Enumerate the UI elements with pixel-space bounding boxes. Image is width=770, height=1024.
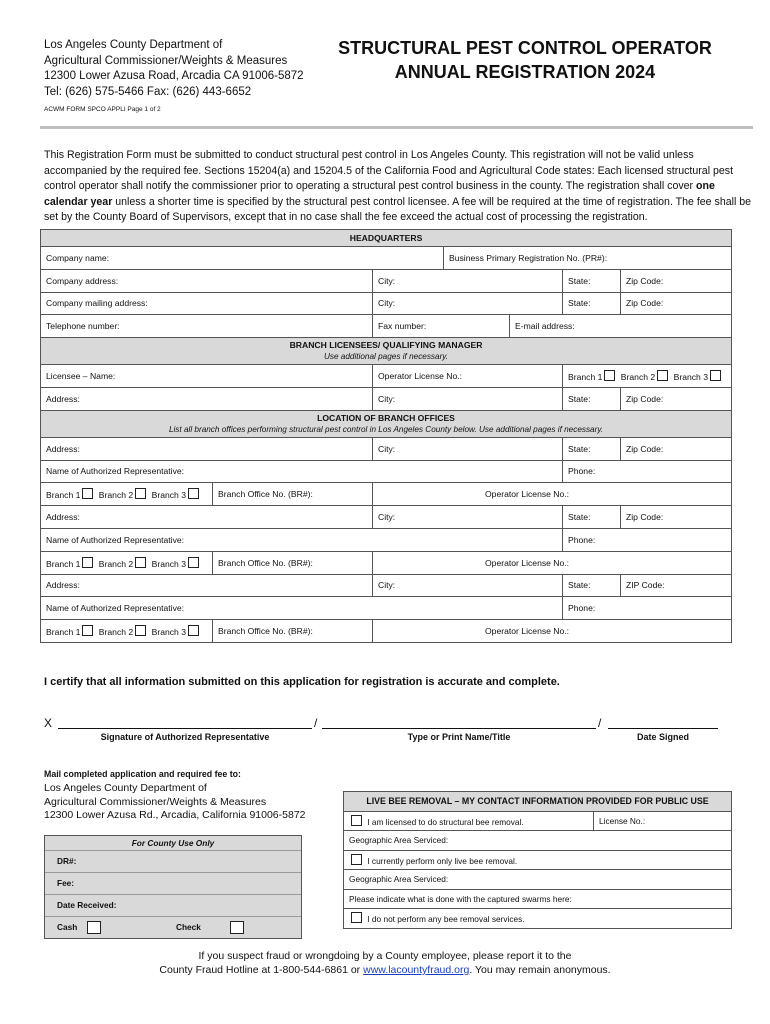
form-title — [330, 36, 720, 84]
intro-text-2: unless a shorter time is specified by the structural pest control licensee. A fee will be required at the time of registration. The fee shall be set by the County Board of Supervisors, except that in no case shall the fee exceed the actual cost of processing the registration. — [44, 195, 752, 223]
telephone-field[interactable]: Telephone number: — [41, 315, 373, 338]
department-address — [44, 38, 304, 100]
zip-field[interactable]: Zip Code: — [621, 269, 732, 292]
header-divider — [40, 126, 753, 129]
company-address-field[interactable]: Company address: — [41, 269, 373, 292]
branch-1-label: Branch 1 — [46, 490, 81, 501]
check-label: Check — [176, 922, 201, 932]
branch-licensees-title: BRANCH LICENSEES/ QUALIFYING MANAGER — [289, 340, 483, 351]
branch-2-checkbox[interactable] — [657, 370, 668, 381]
zip-field[interactable]: Zip Code: — [621, 387, 732, 410]
branch-checkboxes — [41, 483, 213, 506]
branch-office-no-field[interactable]: Branch Office No. (BR#): — [213, 620, 373, 643]
phone-field[interactable]: Phone: — [563, 460, 732, 483]
mailing-instructions — [44, 768, 306, 823]
mail-line: 12300 Lower Azusa Rd., Arcadia, California 91006-5872 — [44, 809, 306, 822]
branch-3-label: Branch 3 — [151, 627, 186, 638]
city-field[interactable]: City: — [373, 269, 563, 292]
address-line: Los Angeles County Department of — [44, 39, 223, 51]
title-line-1: STRUCTURAL PEST CONTROL OPERATOR — [338, 38, 712, 58]
city-field[interactable]: City: — [373, 292, 563, 315]
signature-line[interactable] — [58, 728, 312, 729]
certification-statement: I certify that all information submitted on this application for registration is accurate and complete. — [44, 676, 560, 688]
footer-line-1: If you suspect fraud or wrongdoing by a County employee, please report it to the — [198, 950, 572, 962]
bee-licensed-label: I am licensed to do structural bee removal. — [367, 816, 524, 827]
registration-table — [40, 229, 732, 643]
bpr-field[interactable]: Business Primary Registration No. (PR#): — [444, 247, 732, 270]
branch-2-checkbox[interactable] — [135, 625, 146, 636]
city-field[interactable]: City: — [373, 387, 563, 410]
branch-3-label: Branch 3 — [673, 372, 708, 383]
branch-offices-heading — [41, 410, 732, 437]
swarms-field[interactable]: Please indicate what is done with the captured swarms here: — [344, 889, 732, 909]
dr-field: DR#: — [45, 850, 301, 872]
cash-label: Cash — [57, 922, 78, 932]
state-field[interactable]: State: — [563, 269, 621, 292]
office-address-field[interactable]: Address: — [41, 574, 373, 597]
address-line: Agricultural Commissioner/Weights & Measures — [44, 54, 288, 67]
state-field[interactable]: State: — [563, 506, 621, 529]
branch-licensees-heading — [41, 338, 732, 365]
branch-1-checkbox[interactable] — [82, 625, 93, 636]
email-field[interactable]: E-mail address: — [510, 315, 732, 338]
branch-2-label: Branch 2 — [620, 372, 656, 383]
bee-licensed-option — [344, 811, 594, 831]
licensee-address-field[interactable]: Address: — [41, 387, 373, 410]
operator-license-field[interactable]: Operator License No.: — [373, 365, 563, 388]
city-field[interactable]: City: — [373, 574, 563, 597]
zip-field[interactable]: Zip Code: — [621, 506, 732, 529]
address-line: Tel: (626) 575-5466 Fax: (626) 443-6652 — [44, 85, 252, 98]
branch-3-label: Branch 3 — [151, 558, 186, 569]
check-checkbox[interactable] — [230, 921, 244, 934]
operator-license-field[interactable]: Operator License No.: — [373, 620, 732, 643]
mailing-address-field[interactable]: Company mailing address: — [41, 292, 373, 315]
county-use-box — [44, 835, 302, 939]
fax-field[interactable]: Fax number: — [373, 315, 510, 338]
geographic-area-field[interactable]: Geographic Area Serviced: — [344, 831, 732, 851]
branch-1-label: Branch 1 — [568, 372, 603, 383]
mail-heading: Mail completed application and required fee to: — [44, 769, 241, 779]
zip-field[interactable]: Zip Code: — [621, 292, 732, 315]
form-number: ACWM FORM SPCO APPLI Page 1 of 2 — [44, 106, 161, 113]
footer-line-2 — [0, 963, 770, 977]
branch-3-checkbox[interactable] — [188, 557, 199, 568]
operator-license-field[interactable]: Operator License No.: — [373, 483, 732, 506]
branch-1-checkbox[interactable] — [604, 370, 615, 381]
office-address-field[interactable]: Address: — [41, 506, 373, 529]
city-field[interactable]: City: — [373, 506, 563, 529]
footer-hotline: County Fraud Hotline at 1-800-544-6861 or — [159, 964, 364, 976]
county-use-heading: For County Use Only — [131, 838, 215, 848]
payment-row — [45, 916, 301, 938]
date-line[interactable] — [608, 728, 718, 729]
authorized-rep-field[interactable]: Name of Authorized Representative: — [41, 597, 563, 620]
title-line-2: ANNUAL REGISTRATION 2024 — [394, 62, 656, 82]
licensee-name-field[interactable]: Licensee – Name: — [41, 365, 373, 388]
branch-1-label: Branch 1 — [46, 558, 81, 569]
authorized-rep-field[interactable]: Name of Authorized Representative: — [41, 460, 563, 483]
phone-field[interactable]: Phone: — [563, 597, 732, 620]
state-field[interactable]: State: — [563, 437, 621, 460]
bee-live-only-option — [344, 850, 732, 870]
state-field[interactable]: State: — [563, 574, 621, 597]
branch-2-label: Branch 2 — [98, 490, 134, 501]
bee-live-only-label: I currently perform only live bee removal. — [367, 855, 518, 866]
branch-2-label: Branch 2 — [98, 627, 134, 638]
bee-removal-table — [343, 791, 732, 929]
geographic-area-field[interactable]: Geographic Area Serviced: — [344, 870, 732, 890]
name-title-line[interactable] — [322, 728, 596, 729]
zip-field[interactable]: ZIP Code: — [621, 574, 732, 597]
date-received-field: Date Received: — [45, 894, 301, 916]
bee-none-label: I do not perform any bee removal services. — [367, 914, 525, 925]
branch-office-no-field[interactable]: Branch Office No. (BR#): — [213, 551, 373, 574]
mail-line: Los Angeles County Department of — [44, 781, 207, 794]
date-label: Date Signed — [636, 732, 689, 742]
bee-heading: LIVE BEE REMOVAL – MY CONTACT INFORMATION PROVIDED FOR PUBLIC USE — [344, 792, 732, 812]
bee-live-only-checkbox[interactable] — [351, 854, 362, 865]
branch-3-checkbox[interactable] — [710, 370, 721, 381]
branch-3-checkbox[interactable] — [188, 488, 199, 499]
branch-3-label: Branch 3 — [151, 490, 186, 501]
bee-license-no-field[interactable]: License No.: — [594, 811, 732, 831]
branch-checkboxes — [563, 365, 732, 388]
city-field[interactable]: City: — [373, 437, 563, 460]
fraud-website-link[interactable]: www.lacountyfraud.org — [363, 964, 470, 976]
branch-checkboxes — [41, 551, 213, 574]
signature-x: X — [44, 716, 53, 730]
state-field[interactable]: State: — [563, 292, 621, 315]
name-title-label: Type or Print Name/Title — [407, 732, 511, 742]
branch-1-checkbox[interactable] — [82, 557, 93, 568]
mail-line: Agricultural Commissioner/Weights & Measures — [44, 795, 267, 808]
intro-paragraph — [44, 148, 756, 226]
branch-1-checkbox[interactable] — [82, 488, 93, 499]
zip-field[interactable]: Zip Code: — [621, 437, 732, 460]
company-name-field[interactable]: Company name: — [41, 247, 444, 270]
branch-offices-title: LOCATION OF BRANCH OFFICES — [317, 412, 455, 423]
fraud-footer — [0, 949, 770, 977]
cash-checkbox[interactable] — [87, 921, 101, 934]
bee-none-checkbox[interactable] — [351, 912, 362, 923]
authorized-rep-field[interactable]: Name of Authorized Representative: — [41, 528, 563, 551]
state-field[interactable]: State: — [563, 387, 621, 410]
phone-field[interactable]: Phone: — [563, 528, 732, 551]
branch-offices-note: List all branch offices performing structural pest control in Los Angeles County below. Use additional pages if necessary. — [168, 424, 604, 434]
fee-field: Fee: — [45, 872, 301, 894]
branch-2-checkbox[interactable] — [135, 557, 146, 568]
address-line: 12300 Lower Azusa Road, Arcadia CA 91006-5872 — [44, 70, 304, 82]
separator-slash: / — [598, 716, 602, 730]
branch-2-checkbox[interactable] — [135, 488, 146, 499]
separator-slash: / — [314, 716, 318, 730]
intro-text-1: This Registration Form must be submitted to conduct structural pest control in Los Angeles County. This registration will not be valid unless accompanied by the required fee. Sections 15204(a) and 15204.5 of the California Food and Agricultural Code states: Each licensed structural pest control operator shall notify the commissioner prior to operating a structural pest control business in the county. The registration shall cover — [44, 149, 734, 192]
branch-office-no-field[interactable]: Branch Office No. (BR#): — [213, 483, 373, 506]
branch-checkboxes — [41, 620, 213, 643]
operator-license-field[interactable]: Operator License No.: — [373, 551, 732, 574]
branch-3-checkbox[interactable] — [188, 625, 199, 636]
branch-licensees-note: Use additional pages if necessary. — [323, 352, 449, 362]
office-address-field[interactable]: Address: — [41, 437, 373, 460]
bee-licensed-checkbox[interactable] — [351, 815, 362, 826]
bee-none-option — [344, 909, 732, 929]
footer-anonymous: . You may remain anonymous. — [469, 964, 611, 976]
intro-bold: one calendar year — [44, 180, 715, 208]
headquarters-heading: HEADQUARTERS — [41, 230, 732, 247]
branch-2-label: Branch 2 — [98, 558, 134, 569]
branch-1-label: Branch 1 — [46, 627, 81, 638]
signature-label: Signature of Authorized Representative — [100, 732, 270, 742]
